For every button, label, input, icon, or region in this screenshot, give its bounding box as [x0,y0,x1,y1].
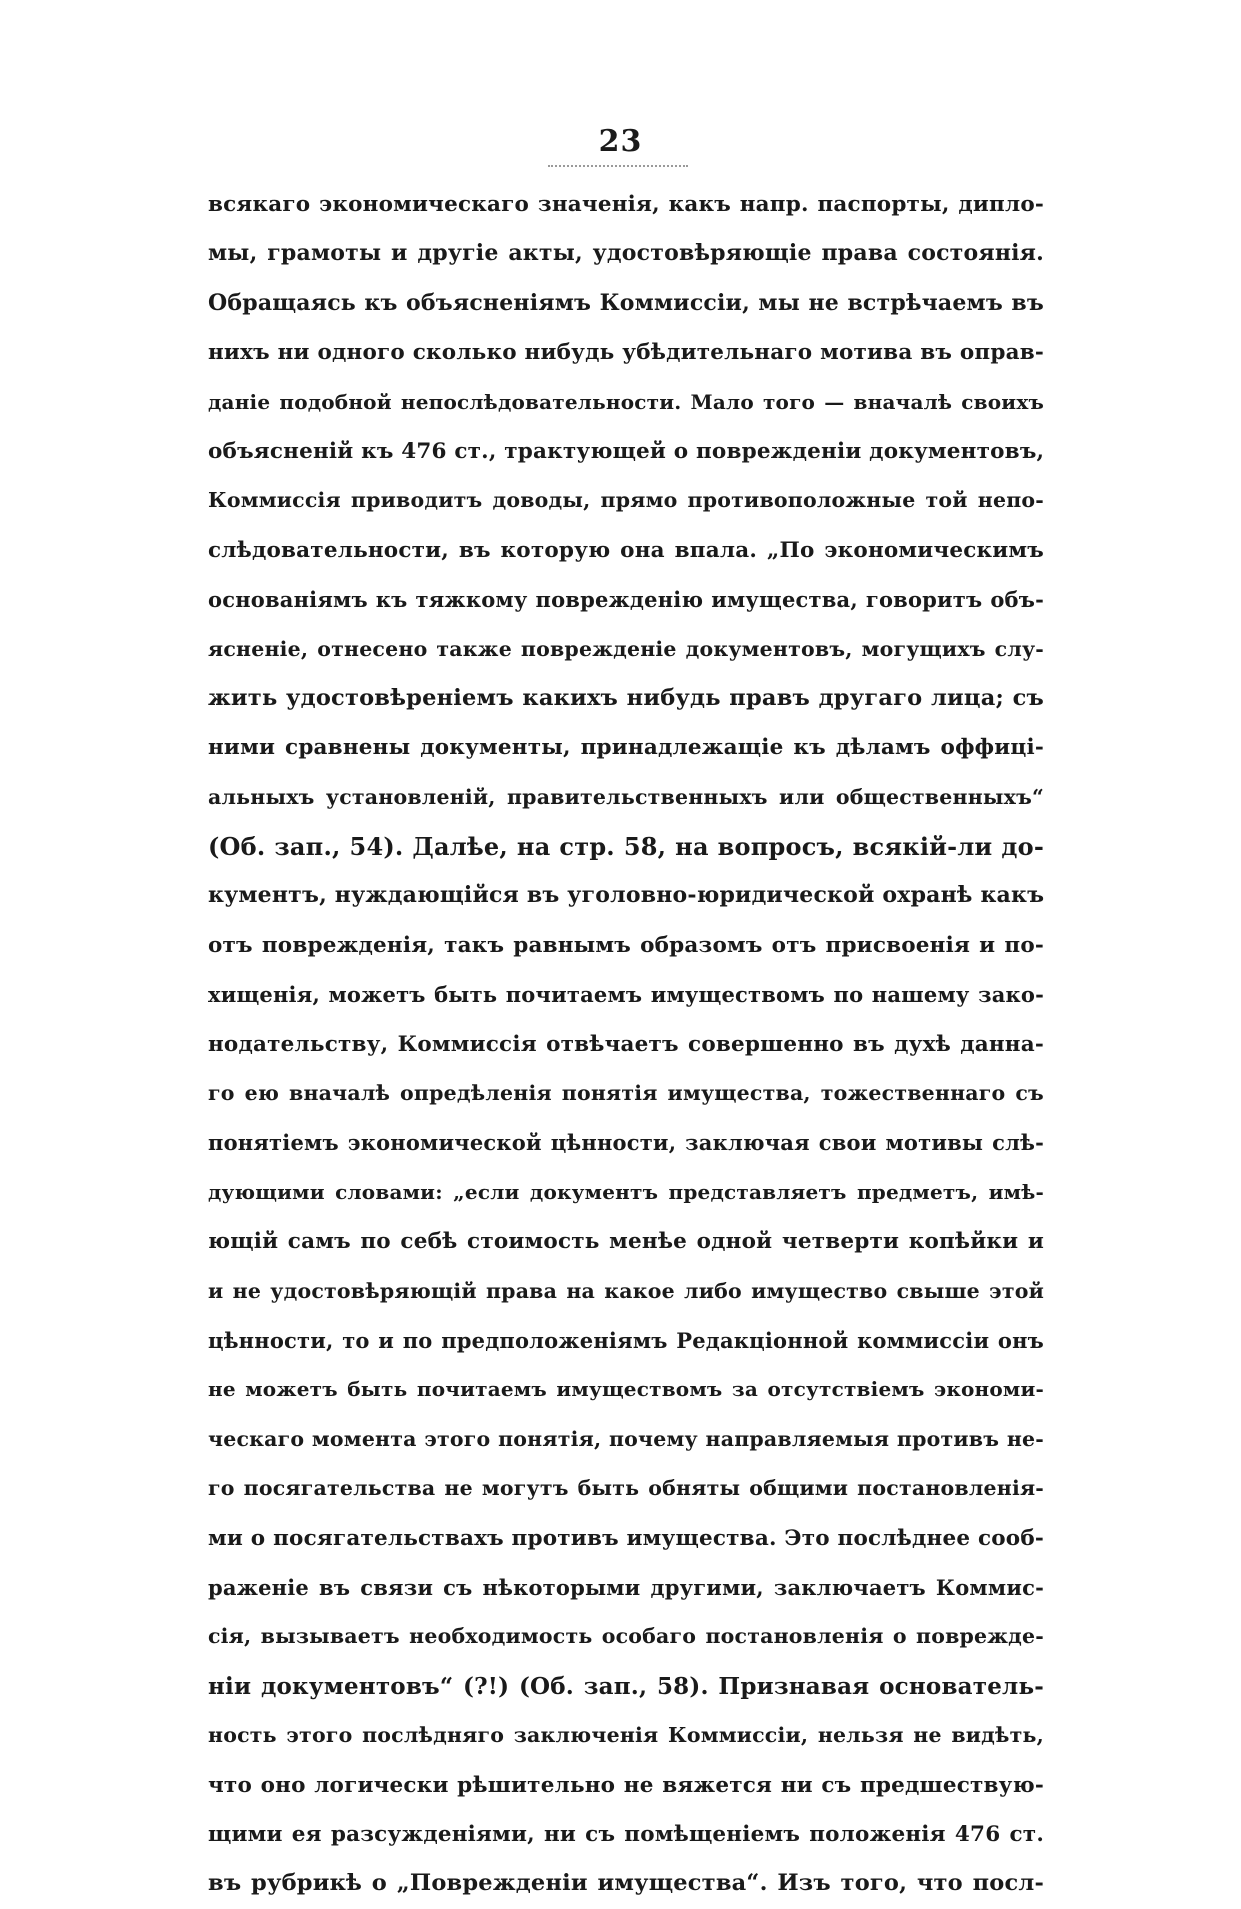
text-line-3: Обращаясь къ объясненіямъ Коммиссіи, мы не встрѣчаемъ въ [208,289,1044,316]
text-line-4: нихъ ни одного сколько нибудь убѣдительнаго мотива въ оправ- [208,340,1044,366]
text-line-14: (Об. зап., 54). Далѣе, на стр. 58, на вопросъ, всякій-ли до- [208,832,1044,862]
text-line-8: слѣдовательности, въ которую она впала. „По экономическимъ [208,537,1044,563]
text-line-23: и не удостовѣряющій права на какое либо имущество свыше этой [208,1278,1044,1303]
text-line-12: ними сравнены документы, принадлежащіе къ дѣламъ оффиці- [208,735,1044,761]
text-line-2: мы, грамоты и другіе акты, удостовѣряющіе права состоянія. [208,240,1044,267]
text-line-28: ми о посягательствахъ противъ имущества. Это послѣднее сооб- [208,1525,1044,1551]
text-line-10: ясненіе, отнесено также поврежденіе документовъ, могущихъ слу- [208,636,1044,661]
text-line-7: Коммиссія приводитъ доводы, прямо противоположные той непо- [208,488,1044,513]
page-number-rule [548,165,688,167]
page-number: 23 [598,124,643,159]
text-line-18: нодательству, Коммиссія отвѣчаетъ совершенно въ духѣ данна- [208,1031,1044,1057]
text-line-27: го посягательства не могутъ быть обняты общими постановленія- [208,1476,1044,1501]
text-line-35: въ рубрикѣ о „Поврежденіи имущества“. Изъ того, что посл- [208,1870,1044,1897]
body-text [208,180,1044,1909]
text-line-13: альныхъ установленій, правительственныхъ или общественныхъ“ [208,784,1044,809]
text-line-25: не можетъ быть почитаемъ имуществомъ за отсутствіемъ экономи- [208,1377,1044,1402]
text-line-32: ность этого послѣдняго заключенія Коммиссіи, нельзя не видѣть, [208,1723,1044,1748]
text-line-16: отъ поврежденія, такъ равнымъ образомъ отъ присвоенія и по- [208,932,1044,958]
text-line-20: понятіемъ экономической цѣнности, заключая свои мотивы слѣ- [208,1130,1044,1156]
text-line-11: жить удостовѣреніемъ какихъ нибудь правъ другаго лица; съ [208,684,1044,711]
text-line-19: го ею вначалѣ опредѣленія понятія имущества, тожественнаго съ [208,1081,1044,1106]
text-line-21: дующими словами: „если документъ представляетъ предметъ, имѣ- [208,1179,1044,1204]
text-line-17: хищенія, можетъ быть почитаемъ имуществомъ по нашему зако- [208,982,1044,1008]
text-line-26: ческаго момента этого понятія, почему направляемыя противъ не- [208,1426,1044,1451]
text-line-33: что оно логически рѣшительно не вяжется ни съ предшествую- [208,1772,1044,1798]
text-line-22: ющій самъ по себѣ стоимость менѣе одной четверти копѣйки и [208,1229,1044,1255]
text-line-15: кументъ, нуждающійся въ уголовно-юридической охранѣ какъ [208,882,1044,909]
text-line-24: цѣнности, то и по предположеніямъ Редакціонной коммиссіи онъ [208,1327,1044,1353]
text-line-34: щими ея разсужденіями, ни съ помѣщеніемъ положенія 476 ст. [208,1821,1044,1847]
text-line-31: ніи документовъ“ (?!) (Об. зап., 58). Признавая основатель- [208,1672,1044,1700]
text-line-29: раженіе въ связи съ нѣкоторыми другими, заключаетъ Коммис- [208,1574,1044,1600]
text-line-6: объясненій къ 476 ст., трактующей о поврежденіи документовъ, [208,438,1044,464]
text-line-9: основаніямъ къ тяжкому поврежденію имущества, говоритъ объ- [208,587,1044,613]
text-line-30: сія, вызываетъ необходимость особаго постановленія о поврежде- [208,1624,1044,1649]
text-line-5: даніе подобной непослѣдовательности. Мало того — вначалѣ своихъ [208,389,1044,414]
text-line-1: всякаго экономическаго значенія, какъ напр. паспорты, дипло- [208,192,1044,217]
